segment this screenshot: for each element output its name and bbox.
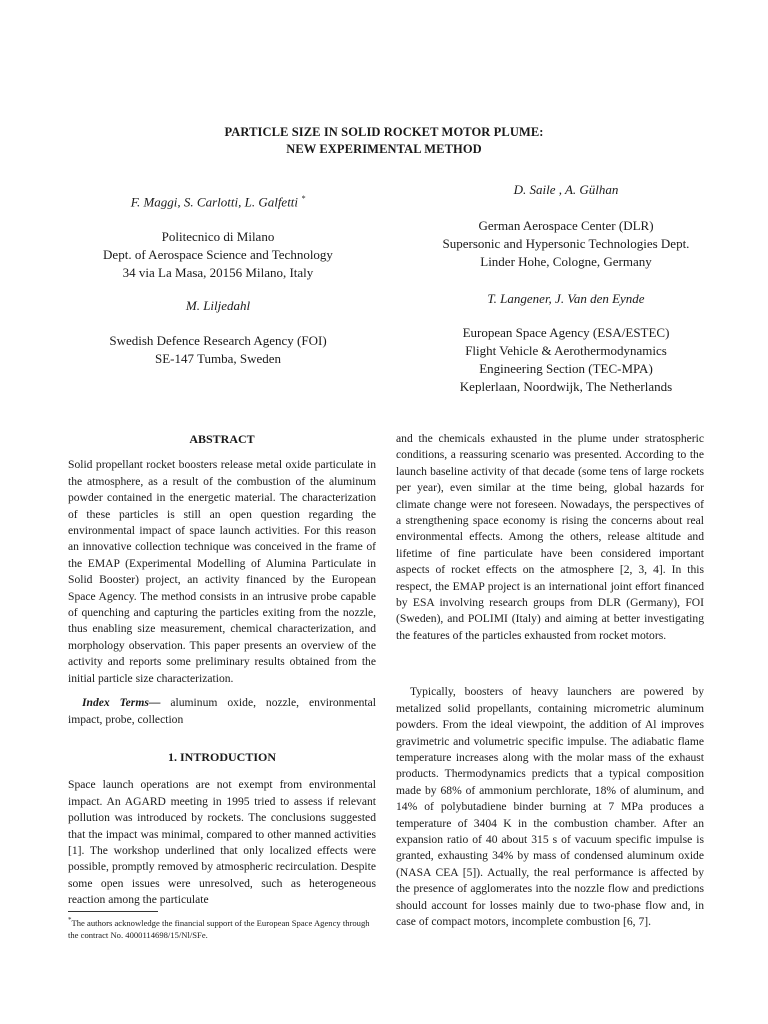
title-line-2: NEW EXPERIMENTAL METHOD xyxy=(286,142,482,156)
right-paragraph-1: and the chemicals exhausted in the plume under stratospheric conditions, a reassuring scenario was presented. According to the launch baseline activity of that decade (some tens of large rockets per year), even similar at the time being, global hazards for climate change were not foreseen. Nowadays, the perspectives of a strengthening space economy is rising the concerns about real environmental effects. Among the others, release altitude and lifetime of fine particulate have been considered important aspects of rocket effects on the atmosphere [2, 3, 4]. In this respect, the EMAP project is an international joint effort financed by ESA involving research groups from DLR (Germany), FOI (Sweden), and POLIMI (Italy) and aiming at better investigating the features of the particles exhausted from rocket motors. xyxy=(396,432,704,642)
index-terms-text: aluminum oxide, nozzle, environmental impact, probe, collection xyxy=(68,696,376,726)
affiliation-esa-4: Keplerlaan, Noordwijk, The Netherlands xyxy=(459,379,673,394)
affiliation-dlr-3: Linder Hohe, Cologne, Germany xyxy=(480,254,652,269)
author-names-dlr: D. Saile , A. Gülhan xyxy=(513,182,619,197)
author-names-polimi: F. Maggi, S. Carlotti, L. Galfetti * xyxy=(130,194,306,210)
footnote-rule xyxy=(68,911,158,912)
affiliation-esa-2: Flight Vehicle & Aerothermodynamics xyxy=(465,343,667,358)
paper-title xyxy=(0,124,768,158)
abstract-heading: ABSTRACT xyxy=(189,432,255,446)
author-block-esa xyxy=(396,290,736,396)
affiliation-foi-1: Swedish Defence Research Agency (FOI) xyxy=(109,333,327,348)
affiliation-polimi-2: Dept. of Aerospace Science and Technology xyxy=(103,247,333,263)
affiliation-dlr-1: German Aerospace Center (DLR) xyxy=(478,218,654,233)
footnote xyxy=(68,914,376,941)
affiliation-polimi-1: Politecnico di Milano xyxy=(161,229,275,245)
index-terms xyxy=(68,695,376,728)
author-block-foi xyxy=(48,297,388,368)
title-line-1: PARTICLE SIZE IN SOLID ROCKET MOTOR PLUME: xyxy=(224,125,544,139)
affiliation-polimi-3: 34 via La Masa, 20156 Milano, Italy xyxy=(122,265,314,281)
footnote-mark: * xyxy=(68,916,72,924)
author-block-dlr xyxy=(396,181,736,271)
author-names-esa: T. Langener, J. Van den Eynde xyxy=(487,291,645,306)
affiliation-foi-2: SE-147 Tumba, Sweden xyxy=(154,351,282,366)
affiliation-esa-1: European Space Agency (ESA/ESTEC) xyxy=(462,325,670,340)
introduction-text: Space launch operations are not exempt from environmental impact. An AGARD meeting in 1995 tried to assess if relevant pollution was introduced by rockets. The conclusions suggested that the impact was minimal, compared to other manned activities [1]. The workshop underlined that only localized effects were possible, promptly removed by atmospheric recirculation. Despite some open issues were unresolved, such as heterogeneous reaction among the particulate xyxy=(68,778,376,907)
author-names-foi: M. Liljedahl xyxy=(185,298,251,313)
affiliation-esa-3: Engineering Section (TEC-MPA) xyxy=(479,361,653,376)
right-column xyxy=(396,431,704,930)
affiliation-dlr-2: Supersonic and Hypersonic Technologies Dept. xyxy=(442,236,690,251)
footnote-text: The authors acknowledge the financial support of the European Space Agency through the contract No. 4000114698/15/Nl/SFe. xyxy=(68,917,370,940)
abstract-text: Solid propellant rocket boosters release metal oxide particulate in the atmosphere, as a result of the combustion of the aluminum powder contained in the energetic material. The characterization of these particles is still an open question regarding the environmental impact of space launch activities. For this reason an innovative collection technique was conceived in the frame of the EMAP (Experimental Modelling of Alumina Particulate in Solid Booster) project, an activity financed by the European Space Agency. The method consists in an intrusive probe capable of quenching and capturing the particles exiting from the nozzle, thus enabling size measurement, chemical characterization, and morphology observation. This paper presents an overview of the activity and reports some preliminary results obtained from the initial particle size characterization. xyxy=(68,458,376,685)
right-paragraph-2: Typically, boosters of heavy launchers are powered by metalized solid propellants, containing micrometric aluminum powders. From the ideal viewpoint, the addition of Al improves gravimetric and volumetric specific impulse. The adiabatic flame temperature increases along with the molar mass of the exhaust products. Thermodynamics predicts that a typical composition made by 68% of ammonium perchlorate, 18% of aluminum, and 14% of polybutadiene binder burning at 7 MPa produces a temperature of 3404 K in the combustion chamber. After an expansion ratio of 40 about 315 s of vacuum specific impulse is granted, exhausting 34% by mass of condensed aluminum oxide (NASA CEA [5]). Actually, the real performance is affected by the presence of agglomerates into the nozzle flow and predictions should account for losses mainly due to two-phase flow and, in case of compact motors, incomplete combustion [6, 7]. xyxy=(396,685,704,928)
index-terms-label: Index Terms— xyxy=(82,696,161,710)
left-column xyxy=(68,431,376,909)
author-block-polimi xyxy=(48,190,388,282)
introduction-heading: 1. INTRODUCTION xyxy=(167,749,276,764)
